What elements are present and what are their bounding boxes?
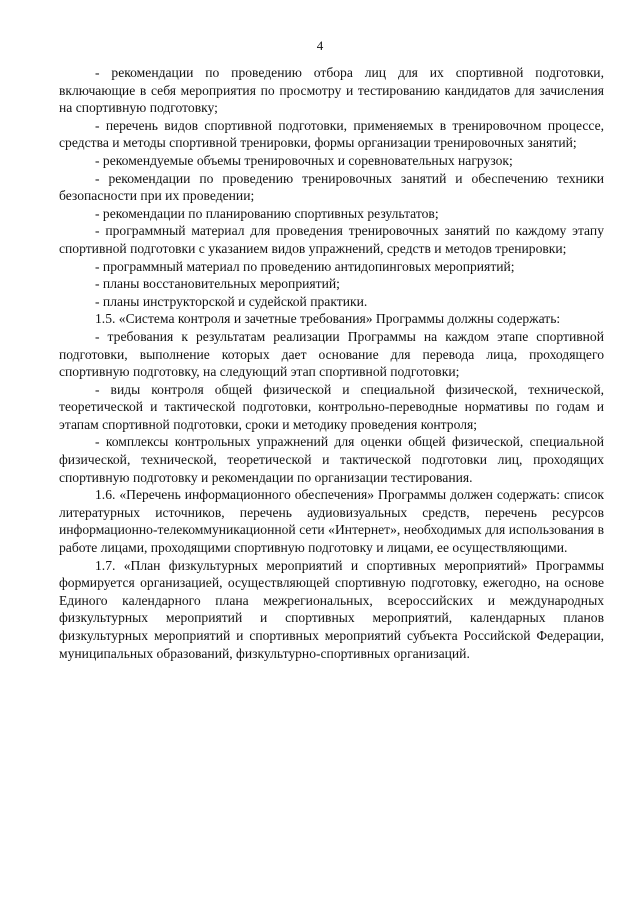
section-1-6: 1.6. «Перечень информационного обеспечения» Программы должен содержать: список литературных источников, перечень аудиовизуальных средств, перечень ресурсов информационно-телекоммуникационной сети «Интернет», необходимых для использования в работе лицами, проходящими спортивную подготовку и лицами, ее осуществляющими. [59,487,604,556]
page-number: 4 [316,38,324,53]
paragraph: - рекомендации по проведению тренировочных занятий и обеспечению техники безопасности при их проведении; [59,170,604,204]
paragraph: - программный материал для проведения тренировочных занятий по каждому этапу спортивной подготовки с указанием видов упражнений, средств и методов тренировки; [59,223,604,256]
paragraph: - планы восстановительных мероприятий; [95,276,340,292]
paragraph: - программный материал по проведению антидопинговых мероприятий; [95,258,515,274]
section-1-7: 1.7. «План физкультурных мероприятий и спортивных мероприятий» Программы формируется организацией, осуществляющей спортивную подготовку, ежегодно, на основе Единого календарного плана межрегиональных, всероссийских и международных физкультурных мероприятий и спортивных мероприятий, календарных планов физкультурных мероприятий и спортивных мероприятий субъекта Российской Федерации, муниципальных образований, физкультурно-спортивных организаций. [59,557,604,661]
section-1-5: 1.5. «Система контроля и зачетные требования» Программы должны содержать: [95,311,561,327]
paragraph: - рекомендации по планированию спортивных результатов; [95,205,439,221]
paragraph: - комплексы контрольных упражнений для оценки общей физической, специальной физической, технической, теоретической и тактической подготовки лиц, проходящих спортивную подготовку и рекомендации по организации тестирования. [59,434,604,485]
paragraph: - перечень видов спортивной подготовки, применяемых в тренировочном процессе, средства и методы спортивной тренировки, формы организации тренировочных занятий; [59,117,604,151]
document-body [59,64,604,662]
paragraph: - планы инструкторской и судейской практики. [95,293,368,309]
paragraph: - рекомендации по проведению отбора лиц для их спортивной подготовки, включающие в себя мероприятия по просмотру и тестированию кандидатов для зачисления на спортивную подготовку; [59,65,604,116]
paragraph: - требования к результатам реализации Программы на каждом этапе спортивной подготовки, выполнение которых дает основание для перевода лица, проходящего спортивную подготовку, на следующий этап спортивной подготовки; [59,328,604,380]
paragraph: - виды контроля общей физической и специальной физической, технической, теоретической и тактической подготовки, контрольно-переводные нормативы по годам и этапам спортивной подготовки, сроки и методику проведения контроля; [59,381,604,432]
paragraph: - рекомендуемые объемы тренировочных и соревновательных нагрузок; [95,152,513,168]
